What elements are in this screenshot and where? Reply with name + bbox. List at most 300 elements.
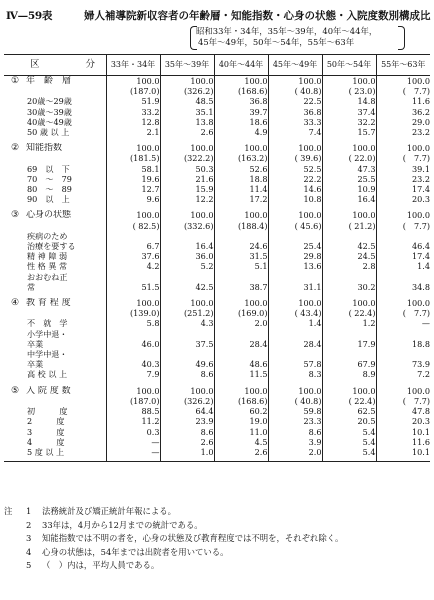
table-cell [376, 349, 430, 359]
table-cell: 2.6 [160, 127, 214, 137]
table-cell: 5.1 [214, 261, 268, 271]
row-label: 30歳〜39歳 [27, 106, 72, 117]
table-cell: 17.2 [214, 194, 268, 204]
table-cell: 100.0 [268, 76, 322, 87]
table-cell: 16.4 [160, 241, 214, 251]
table-cell: 40.3 [106, 359, 160, 369]
table-cell: 23.2 [376, 127, 430, 137]
table-cell: 11.0 [214, 427, 268, 437]
empty-label [4, 308, 106, 318]
table-cell: 37.5 [160, 339, 214, 349]
table-cell [160, 329, 214, 339]
table-cell: 11.6 [376, 96, 430, 106]
table-cell: 1.4 [268, 318, 322, 328]
section-name: 教 育 程 度 [26, 298, 71, 309]
table-cell: 60.2 [214, 406, 268, 416]
table-cell [160, 272, 214, 282]
section-marker: ④ [10, 298, 20, 309]
column-header: 55年〜63年 [376, 55, 430, 76]
section-marker: ① [10, 76, 20, 86]
table-cell: 38.7 [214, 282, 268, 292]
table-cell: 100.0 [106, 210, 160, 220]
table-cell: 4.2 [106, 261, 160, 271]
data-table [4, 54, 430, 462]
table-cell: (181.5) [106, 153, 160, 163]
column-header: 35年〜39年 [160, 55, 214, 76]
table-cell: 2.6 [214, 447, 268, 457]
table-cell [160, 349, 214, 359]
row-label: 卒業 [27, 338, 44, 349]
table-cell: 20.3 [376, 194, 430, 204]
table-cell: 17.4 [376, 184, 430, 194]
table-cell: 16.4 [322, 194, 376, 204]
section-label [4, 143, 106, 153]
table-row [4, 369, 430, 379]
table-cell: (168.6) [214, 86, 268, 96]
table-cell: 100.0 [322, 386, 376, 396]
table-cell: 100.0 [214, 210, 268, 220]
table-cell: 4.9 [214, 127, 268, 137]
table-cell: 31.1 [268, 282, 322, 292]
table-row [4, 194, 430, 204]
section-name: 心身の状態 [26, 210, 72, 221]
table-cell: 100.0 [106, 298, 160, 308]
table-row [4, 261, 430, 271]
row-label: 中学中退・ [27, 349, 68, 360]
period-subtitle [196, 26, 404, 48]
table-cell: 100.0 [322, 210, 376, 220]
table-cell: 49.6 [160, 359, 214, 369]
table-cell: 21.6 [160, 174, 214, 184]
table-cell: ( 40.8) [268, 86, 322, 96]
row-label: 高 校 以 上 [27, 369, 68, 380]
table-cell: 52.5 [268, 164, 322, 174]
section-total-row [4, 143, 430, 153]
table-cell: 7.4 [268, 127, 322, 137]
table-cell: 5.4 [322, 427, 376, 437]
table-cell: 36.0 [160, 251, 214, 261]
table-cell: 17.9 [322, 339, 376, 349]
section-count-row [4, 221, 430, 231]
table-cell: 35.1 [160, 107, 214, 117]
table-cell: (332.6) [160, 221, 214, 231]
table-cell: 11.6 [376, 437, 430, 447]
table-cell: 14.8 [322, 96, 376, 106]
table-cell: 5.4 [322, 437, 376, 447]
table-cell: 47.3 [322, 164, 376, 174]
table-cell: 13.6 [268, 261, 322, 271]
footnote: 注 1 法務統計及び矯正統計年報による。 [4, 506, 176, 516]
table-cell: (139.0) [106, 308, 160, 318]
table-row [4, 437, 430, 447]
section-count-row [4, 86, 430, 96]
table-row [4, 241, 430, 251]
table-cell: 18.6 [214, 117, 268, 127]
table-cell [214, 329, 268, 339]
table-cell: ( 82.5) [106, 221, 160, 231]
row-label: 70 〜 79 [27, 173, 72, 184]
rule-cell [160, 457, 214, 462]
table-cell: 100.0 [160, 210, 214, 220]
table-cell: 2.1 [106, 127, 160, 137]
table-bottom-rule [4, 457, 430, 462]
table-cell: (187.0) [106, 396, 160, 406]
table-cell: 10.1 [376, 447, 430, 457]
table-row [4, 127, 430, 137]
row-label: 40歳〜49歳 [27, 116, 72, 127]
table-cell: 73.9 [376, 359, 430, 369]
table-cell: 19.0 [214, 416, 268, 426]
table-cell: (326.2) [160, 396, 214, 406]
table-cell: 1.0 [160, 447, 214, 457]
table-cell: — [106, 437, 160, 447]
table-cell: — [106, 447, 160, 457]
table-cell: 36.8 [268, 107, 322, 117]
column-header: 40年〜44年 [214, 55, 268, 76]
table-cell: 36.8 [214, 96, 268, 106]
table-cell: 8.6 [268, 427, 322, 437]
table-cell: 10.1 [376, 427, 430, 437]
table-row [4, 416, 430, 426]
table-cell: 100.0 [376, 298, 430, 308]
table-cell [268, 329, 322, 339]
empty-label [4, 396, 106, 406]
section-count-row [4, 308, 430, 318]
table-cell: 23.3 [268, 416, 322, 426]
table-cell: 7.9 [106, 369, 160, 379]
table-row [4, 339, 430, 349]
table-cell: 11.5 [214, 369, 268, 379]
row-label: 50 歳 以 上 [27, 127, 70, 138]
table-cell [214, 349, 268, 359]
table-cell [106, 329, 160, 339]
table-cell [376, 329, 430, 339]
row-label: 小学中退・ [27, 328, 68, 339]
table-cell: 46.4 [376, 241, 430, 251]
section-label [4, 210, 106, 220]
section-total-row [4, 298, 430, 308]
table-row [4, 251, 430, 261]
table-row [4, 96, 430, 106]
table-cell: 8.6 [160, 427, 214, 437]
section-total-row [4, 386, 430, 396]
footnote: 5 （ ）内は，平均人員である。 [26, 560, 160, 571]
table-cell: 48.5 [160, 96, 214, 106]
table-cell: ( 7.7) [376, 308, 430, 318]
table-cell: 20.5 [322, 416, 376, 426]
table-cell: ( 40.8) [268, 396, 322, 406]
row-label: おおむね正 [27, 271, 68, 282]
column-header: 33年・34年 [106, 55, 160, 76]
table-cell: 100.0 [322, 143, 376, 153]
table-cell: 88.5 [106, 406, 160, 416]
table-cell: 10.8 [268, 194, 322, 204]
table-cell: 100.0 [322, 76, 376, 87]
table-cell: (168.6) [214, 396, 268, 406]
table-row [4, 164, 430, 174]
empty-label [4, 153, 106, 163]
table-cell: (187.0) [106, 86, 160, 96]
table-cell: 2.0 [268, 447, 322, 457]
table-cell: 6.7 [106, 241, 160, 251]
row-label: 精 神 障 弱 [27, 251, 68, 262]
section-total-row [4, 210, 430, 220]
table-cell: 14.6 [268, 184, 322, 194]
table-row [4, 117, 430, 127]
table-cell: 100.0 [106, 143, 160, 153]
table-row [4, 359, 430, 369]
table-body [4, 76, 430, 462]
table-cell: ( 7.7) [376, 396, 430, 406]
section-marker: ② [10, 143, 20, 154]
table-cell: ( 22.4) [322, 308, 376, 318]
table-cell [322, 231, 376, 241]
table-cell: 47.8 [376, 406, 430, 416]
table-row [4, 329, 430, 339]
table-cell: 100.0 [214, 298, 268, 308]
section-label [4, 76, 106, 87]
table-cell: 59.8 [268, 406, 322, 416]
table-cell: 34.8 [376, 282, 430, 292]
table-cell: 100.0 [214, 386, 268, 396]
footnote: 4 心身の状態は，54年までは出院者を用いている。 [26, 546, 229, 557]
table-cell: 57.8 [268, 359, 322, 369]
table-cell: — [376, 318, 430, 328]
table-row [4, 184, 430, 194]
table-cell: 5.2 [160, 261, 214, 271]
table-cell: (251.2) [160, 308, 214, 318]
table-cell: 39.1 [376, 164, 430, 174]
table-cell: ( 39.6) [268, 153, 322, 163]
row-label: 90 以 上 [27, 194, 70, 205]
table-cell: 17.4 [376, 251, 430, 261]
table-cell: 33.2 [106, 107, 160, 117]
table-cell: 19.6 [106, 174, 160, 184]
empty-label [4, 221, 106, 231]
table-cell: 39.7 [214, 107, 268, 117]
table-cell: 30.2 [322, 282, 376, 292]
table-cell: 18.8 [376, 339, 430, 349]
row-label: 4 度 [27, 436, 65, 447]
table-cell: 22.2 [268, 174, 322, 184]
table-cell: 13.8 [160, 117, 214, 127]
table-cell: 100.0 [160, 298, 214, 308]
table-cell [106, 349, 160, 359]
row-label: 20歳〜29歳 [27, 96, 72, 107]
table-cell: 24.6 [214, 241, 268, 251]
table-cell: 8.9 [322, 369, 376, 379]
table-cell: 29.0 [376, 117, 430, 127]
table-cell: 37.6 [106, 251, 160, 261]
row-label: 69 以 下 [27, 163, 70, 174]
table-cell: 15.9 [160, 184, 214, 194]
table-cell [214, 231, 268, 241]
table-cell [268, 231, 322, 241]
title-text: 婦人補導院新収容者の年齢層・知能指数・心身の状態・入院度数別構成比 [84, 10, 431, 22]
table-cell: 100.0 [376, 76, 430, 87]
table-cell: 62.5 [322, 406, 376, 416]
row-label: 不 就 学 [27, 318, 68, 329]
table-cell: 36.2 [376, 107, 430, 117]
table-cell: 12.7 [106, 184, 160, 194]
empty-label [4, 86, 106, 96]
table-cell: 29.8 [268, 251, 322, 261]
table-cell: 12.8 [106, 117, 160, 127]
rule-cell [214, 457, 268, 462]
table-row [4, 107, 430, 117]
table-cell [322, 272, 376, 282]
row-label: 常 [27, 281, 36, 292]
table-cell [322, 349, 376, 359]
table-cell [106, 272, 160, 282]
section-count-row [4, 153, 430, 163]
table-cell: 58.1 [106, 164, 160, 174]
table-cell: 15.7 [322, 127, 376, 137]
section-name: 知能指数 [26, 143, 63, 154]
table-cell: (326.2) [160, 86, 214, 96]
section-marker: ③ [10, 210, 20, 221]
table-cell: 64.4 [160, 406, 214, 416]
section-name: 入 院 度 数 [26, 385, 71, 396]
table-cell: 100.0 [268, 143, 322, 153]
table-cell: 3.9 [268, 437, 322, 447]
table-row [4, 318, 430, 328]
table-cell: 22.5 [268, 96, 322, 106]
row-label: 卒業 [27, 359, 44, 370]
table-cell [214, 272, 268, 282]
section-label [4, 298, 106, 308]
table-cell: 1.2 [322, 318, 376, 328]
table-cell: 18.8 [214, 174, 268, 184]
table-cell [268, 272, 322, 282]
table-cell: 100.0 [268, 210, 322, 220]
table-cell: 10.9 [322, 184, 376, 194]
table-cell: 11.4 [214, 184, 268, 194]
column-header: 45年〜49年 [268, 55, 322, 76]
footnote: 2 33年は，4月から12月までの統計である。 [26, 519, 203, 530]
rule-cell [322, 457, 376, 462]
table-cell: 100.0 [214, 76, 268, 87]
rule-cell [4, 457, 106, 462]
table-cell: 100.0 [322, 298, 376, 308]
table-cell: 46.0 [106, 339, 160, 349]
table-cell: 4.3 [160, 318, 214, 328]
table-cell: 67.9 [322, 359, 376, 369]
table-cell: (169.0) [214, 308, 268, 318]
row-label: 2 度 [27, 416, 65, 427]
table-cell [106, 231, 160, 241]
table-cell: 4.5 [214, 437, 268, 447]
table-cell: (322.2) [160, 153, 214, 163]
row-label: 性 格 異 常 [27, 261, 68, 272]
table-cell: 24.5 [322, 251, 376, 261]
table-cell: 23.2 [376, 174, 430, 184]
table-row [4, 447, 430, 457]
table-title [6, 8, 430, 24]
table-cell: 100.0 [160, 76, 214, 87]
table-row [4, 231, 430, 241]
table-row [4, 282, 430, 292]
table-cell: 25.4 [268, 241, 322, 251]
table-cell: 23.9 [160, 416, 214, 426]
subtitle-line-1: 昭和33年・34年，35年〜39年，40年〜44年， [196, 26, 378, 36]
table-row [4, 427, 430, 437]
table-cell: 37.4 [322, 107, 376, 117]
table-cell: 12.2 [160, 194, 214, 204]
rule-cell [376, 457, 430, 462]
section-name: 年 齢 層 [26, 76, 72, 86]
table-row [4, 406, 430, 416]
table-cell: 31.5 [214, 251, 268, 261]
table-cell: 5.4 [322, 447, 376, 457]
table-cell [268, 349, 322, 359]
table-cell [376, 231, 430, 241]
table-cell: 100.0 [376, 386, 430, 396]
table-cell: ( 7.7) [376, 153, 430, 163]
table-cell: ( 7.7) [376, 86, 430, 96]
footnote: 3 知能指数では不明の者を，心身の状態及び教育程度では不明を，それぞれ除く。 [26, 533, 344, 544]
table-cell: 2.8 [322, 261, 376, 271]
table-cell: 51.5 [106, 282, 160, 292]
table-cell: 8.6 [160, 369, 214, 379]
table-cell: 1.4 [376, 261, 430, 271]
table-row [4, 349, 430, 359]
section-total-row [4, 76, 430, 87]
table-cell: 0.3 [106, 427, 160, 437]
table-cell: 28.4 [214, 339, 268, 349]
table-cell: 11.2 [106, 416, 160, 426]
table-row [4, 272, 430, 282]
table-cell: 5.8 [106, 318, 160, 328]
table-cell: 9.6 [106, 194, 160, 204]
table-cell: 7.2 [376, 369, 430, 379]
table-cell: 100.0 [268, 386, 322, 396]
section-label [4, 386, 106, 396]
table-cell: 100.0 [376, 210, 430, 220]
table-cell: 8.3 [268, 369, 322, 379]
table-cell: 100.0 [160, 143, 214, 153]
table-cell: 25.5 [322, 174, 376, 184]
table-cell: ( 7.7) [376, 221, 430, 231]
table-cell [322, 329, 376, 339]
table-cell: 100.0 [106, 386, 160, 396]
section-marker: ⑤ [10, 385, 20, 396]
section-count-row [4, 396, 430, 406]
column-header: 50年〜54年 [322, 55, 376, 76]
table-cell: 2.0 [214, 318, 268, 328]
table-cell: 100.0 [106, 76, 160, 87]
header-category: 区 分 [4, 55, 106, 76]
table-cell: 48.6 [214, 359, 268, 369]
row-label: 疾病のため [27, 230, 68, 241]
table-cell: ( 21.2) [322, 221, 376, 231]
table-cell: 20.3 [376, 416, 430, 426]
table-cell: ( 23.0) [322, 86, 376, 96]
table-cell: 2.6 [160, 437, 214, 447]
table-cell: ( 22.0) [322, 153, 376, 163]
table-cell: 42.5 [160, 282, 214, 292]
table-cell: 28.4 [268, 339, 322, 349]
table-cell: 51.9 [106, 96, 160, 106]
table-cell: 100.0 [268, 298, 322, 308]
table-cell: ( 43.4) [268, 308, 322, 318]
table-cell: 100.0 [214, 143, 268, 153]
row-label: 初 度 [27, 406, 68, 417]
table-cell: 52.6 [214, 164, 268, 174]
table-row [4, 174, 430, 184]
table-number: Ⅳ—59表 [6, 10, 53, 22]
table-cell: ( 22.4) [322, 396, 376, 406]
